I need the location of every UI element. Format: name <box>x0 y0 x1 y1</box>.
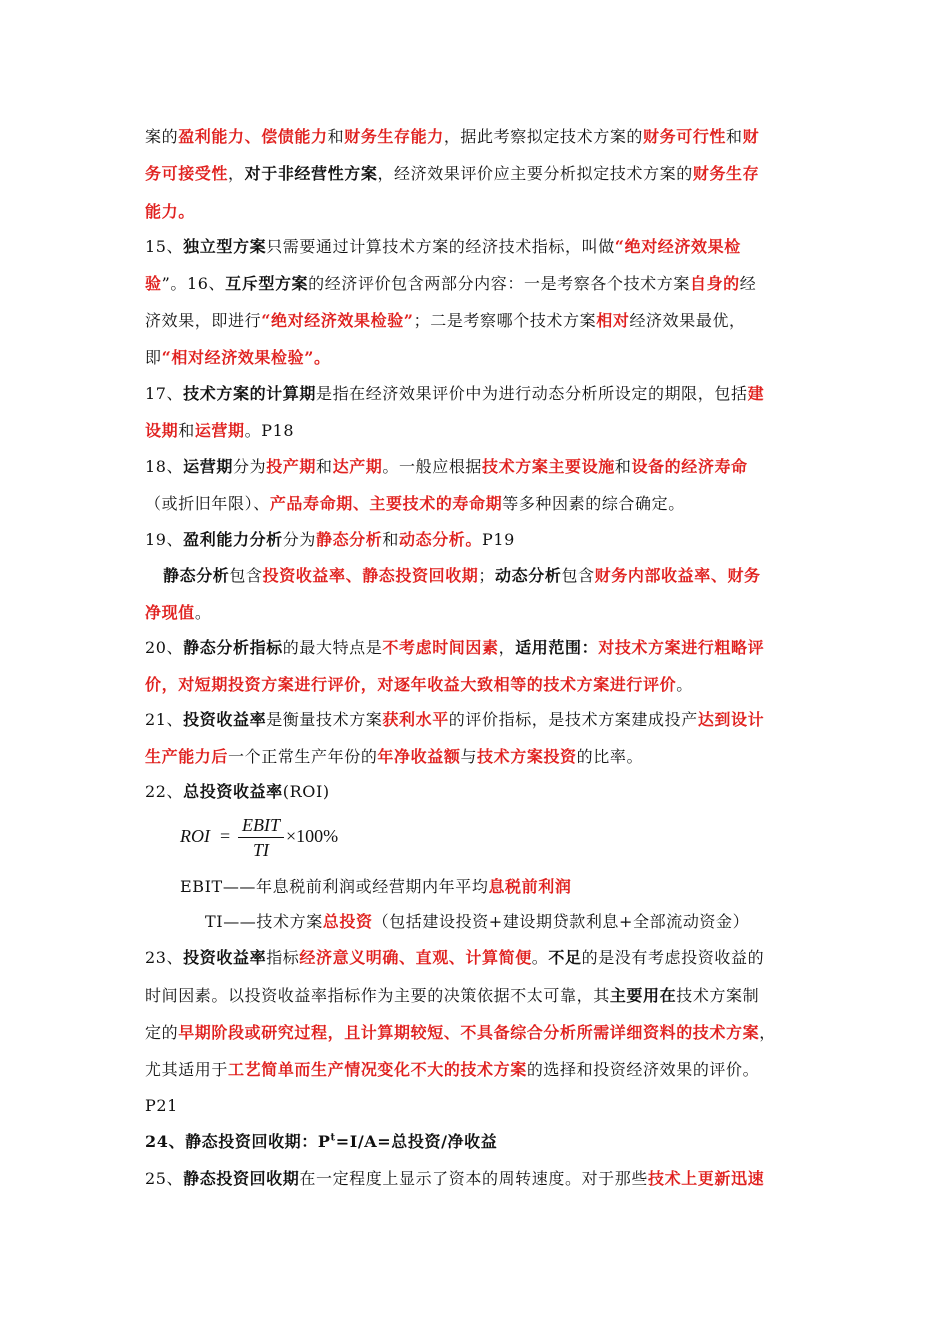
text: 20、 <box>145 638 184 657</box>
text: 15、 <box>145 237 184 256</box>
paragraph-line <box>145 155 810 192</box>
text: 包含 <box>229 566 263 585</box>
formula-denominator: TI <box>252 840 269 860</box>
keyword: 静态分析 <box>163 566 230 585</box>
paragraph-line <box>145 1014 810 1051</box>
highlight: 动态分析。 <box>399 530 483 549</box>
paragraph-line <box>145 118 810 155</box>
paragraph-line <box>145 375 810 412</box>
text: 分为 <box>282 530 316 549</box>
text: 的评价指标，是技术方案建成投产 <box>448 710 698 729</box>
highlight: 财务生存能力 <box>344 127 444 146</box>
paragraph-line <box>163 557 828 594</box>
highlight: 相对 <box>596 311 630 330</box>
keyword: 运营期 <box>183 457 233 476</box>
highlight: 建 <box>747 384 765 403</box>
highlight: 息税前利润 <box>488 877 572 896</box>
text: ， <box>228 164 245 183</box>
highlight: 投产期 <box>266 457 316 476</box>
paragraph-line <box>145 448 810 485</box>
text: 的经济评价包含两部分内容：一是考察各个技术方案 <box>308 274 690 293</box>
text: 案的 <box>145 127 179 146</box>
paragraph-line <box>145 1160 810 1197</box>
highlight: 对技术方案进行粗略评 <box>598 638 765 657</box>
text: ，据此考察拟定技术方案的 <box>443 127 644 146</box>
text: ；二是考察哪个技术方案 <box>413 311 597 330</box>
highlight: 早期阶段或研究过程，且计算期较短、不具备综合分析所需详细资料的技术方案 <box>178 1023 760 1042</box>
keyword: =I/A=总投资/净收益 <box>335 1132 498 1151</box>
text: 。P18 <box>244 421 295 440</box>
text: P19 <box>482 530 515 549</box>
paragraph-line <box>180 868 845 905</box>
highlight: 验 <box>145 274 162 293</box>
text: 是衡量技术方案 <box>266 710 383 729</box>
keyword: 主要用在 <box>609 986 677 1005</box>
text: 与 <box>460 747 478 766</box>
paragraph-line <box>145 228 810 265</box>
text: 一个正常生产年份的 <box>228 747 378 766</box>
keyword: 技术方案的计算期 <box>183 384 316 403</box>
text: 25、 <box>145 1169 184 1188</box>
text: 分为 <box>232 457 267 476</box>
highlight: 技术方案投资 <box>477 747 577 766</box>
highlight: 生产能力后 <box>145 747 229 766</box>
formula-multiplier: ×100% <box>286 826 339 846</box>
text: 在一定程度上显示了资本的周转速度。对于那些 <box>299 1169 648 1188</box>
highlight: 设备的经济寿命 <box>631 457 748 476</box>
text: ”。16、 <box>161 274 226 293</box>
highlight: 不考虑时间因素 <box>382 638 499 657</box>
highlight: 技术上更新迅速 <box>647 1169 765 1188</box>
text: 21、 <box>145 710 184 729</box>
paragraph-line <box>145 412 810 449</box>
highlight: 财务生存 <box>692 164 760 183</box>
paragraph-line <box>145 339 810 376</box>
text: 等多种因素的综合确定。 <box>502 494 685 513</box>
paragraph-line <box>145 939 810 976</box>
paragraph-line <box>145 265 810 302</box>
keyword: 投资收益率 <box>183 710 267 729</box>
text: 和 <box>614 457 632 476</box>
text: 。 <box>194 603 212 622</box>
text: 18、 <box>145 457 184 476</box>
text: 的是没有考虑投资收益的 <box>581 948 765 967</box>
highlight: 产品寿命期、主要技术的寿命期 <box>269 494 503 513</box>
text: 技术方案制 <box>676 986 760 1005</box>
highlight: 能力。 <box>145 202 195 221</box>
keyword: 静态投资回收期 <box>183 1169 300 1188</box>
text: 即 <box>145 348 162 367</box>
formula-numerator: EBIT <box>242 815 280 835</box>
text: （或折旧年限）、 <box>145 494 270 513</box>
paragraph-line <box>145 773 810 810</box>
fraction-bar <box>238 837 284 838</box>
highlight: 获利水平 <box>382 710 449 729</box>
text: TI——技术方案 <box>205 912 323 931</box>
text: 23、 <box>145 948 184 967</box>
text: 包含 <box>561 566 595 585</box>
text: ， <box>759 1023 776 1042</box>
paragraph-line <box>145 977 810 1014</box>
text: 。 <box>676 675 693 694</box>
highlight: 运营期 <box>194 421 245 440</box>
paragraph-line <box>145 302 810 339</box>
text: 指标 <box>266 948 300 967</box>
text: 17、 <box>145 384 184 403</box>
highlight: “绝对经济效果检 <box>614 237 741 256</box>
highlight: 财务内部收益率、财务 <box>594 566 761 585</box>
highlight: 财务可行性 <box>643 127 727 146</box>
paragraph-line <box>145 193 810 230</box>
page-reference: P21 <box>145 1096 178 1115</box>
keyword: 静态分析指标 <box>183 638 283 657</box>
text: 。 <box>531 948 549 967</box>
paragraph-line <box>145 1051 810 1088</box>
paragraph-line <box>145 738 810 775</box>
keyword: 动态分析 <box>495 566 562 585</box>
formula-fraction <box>238 814 284 861</box>
paragraph-line <box>145 1123 810 1160</box>
formula-lhs: ROI <box>180 826 210 846</box>
highlight: “绝对经济效果检验” <box>261 311 414 330</box>
paragraph-line <box>145 485 810 522</box>
highlight: 务可接受性 <box>145 164 229 183</box>
text: ； <box>478 566 496 585</box>
highlight: 盈利能力、偿债能力 <box>178 127 328 146</box>
keyword: 互斥型方案 <box>225 274 309 293</box>
formula-equals: = <box>220 826 231 846</box>
highlight: 价，对短期投资方案进行评价，对逐年收益大致相等的技术方案进行评价 <box>145 675 677 694</box>
text: 济效果，即进行 <box>145 311 262 330</box>
text: 只需要通过计算技术方案的经济技术指标，叫做 <box>266 237 615 256</box>
highlight: 财 <box>742 127 760 146</box>
highlight: “相对经济效果检验”。 <box>161 348 331 367</box>
highlight: 年净收益额 <box>377 747 461 766</box>
text: 的比率。 <box>576 747 644 766</box>
text: 和 <box>316 457 333 476</box>
text: ，经济效果评价应主要分析拟定技术方案的 <box>377 164 693 183</box>
paragraph-line <box>145 701 810 738</box>
text: 。一般应根据 <box>382 457 483 476</box>
paragraph-line <box>145 521 810 558</box>
keyword: 24、静态投资回收期：P <box>145 1132 331 1151</box>
text: 和 <box>178 421 195 440</box>
keyword: 对于非经营性方案 <box>244 164 378 183</box>
highlight: 设期 <box>145 421 179 440</box>
paragraph-line <box>145 594 810 631</box>
text: （包括建设投资+建设期贷款利息+全部流动资金） <box>372 912 750 931</box>
text: (ROI) <box>282 782 330 801</box>
highlight: 静态分析 <box>315 530 383 549</box>
keyword: 不足 <box>548 948 582 967</box>
text: 19、 <box>145 530 184 549</box>
highlight: 工艺简单而生产情况变化不大的技术方案 <box>228 1060 527 1079</box>
text: 的最大特点是 <box>282 638 383 657</box>
keyword: 总投资收益率 <box>183 782 283 801</box>
text: EBIT——年息税前利润或经营期内年平均 <box>180 877 489 896</box>
highlight: 自身的 <box>689 274 740 293</box>
text: 和 <box>382 530 399 549</box>
highlight: 经济意义明确、直观、计算简便 <box>299 948 532 967</box>
text: 经济效果最优， <box>629 311 746 330</box>
highlight: 总投资 <box>322 912 373 931</box>
text: 和 <box>327 127 345 146</box>
highlight: 达到设计 <box>697 710 765 729</box>
keyword: 独立型方案 <box>183 237 267 256</box>
keyword: 适用范围： <box>515 638 599 657</box>
text: 尤其适用于 <box>145 1060 229 1079</box>
paragraph-line <box>145 1087 810 1124</box>
text: ， <box>498 638 516 657</box>
highlight: 净现值 <box>145 603 195 622</box>
paragraph-line <box>205 903 870 940</box>
text: 经 <box>739 274 757 293</box>
highlight: 投资收益率、静态投资回收期 <box>262 566 479 585</box>
text: 是指在经济效果评价中为进行动态分析所设定的期限，包括 <box>315 384 748 403</box>
paragraph-line <box>145 629 810 666</box>
text: 时间因素。以投资收益率指标作为主要的决策依据不太可靠，其 <box>145 986 610 1005</box>
text: 和 <box>726 127 743 146</box>
text: 22、 <box>145 782 184 801</box>
superscript: t <box>330 1132 336 1144</box>
keyword: 盈利能力分析 <box>183 530 283 549</box>
highlight: 达产期 <box>332 457 383 476</box>
paragraph-line <box>145 666 810 703</box>
text: 定的 <box>145 1023 179 1042</box>
keyword: 投资收益率 <box>183 948 267 967</box>
highlight: 技术方案主要设施 <box>482 457 615 476</box>
text: 的选择和投资经济效果的评价。 <box>526 1060 760 1079</box>
